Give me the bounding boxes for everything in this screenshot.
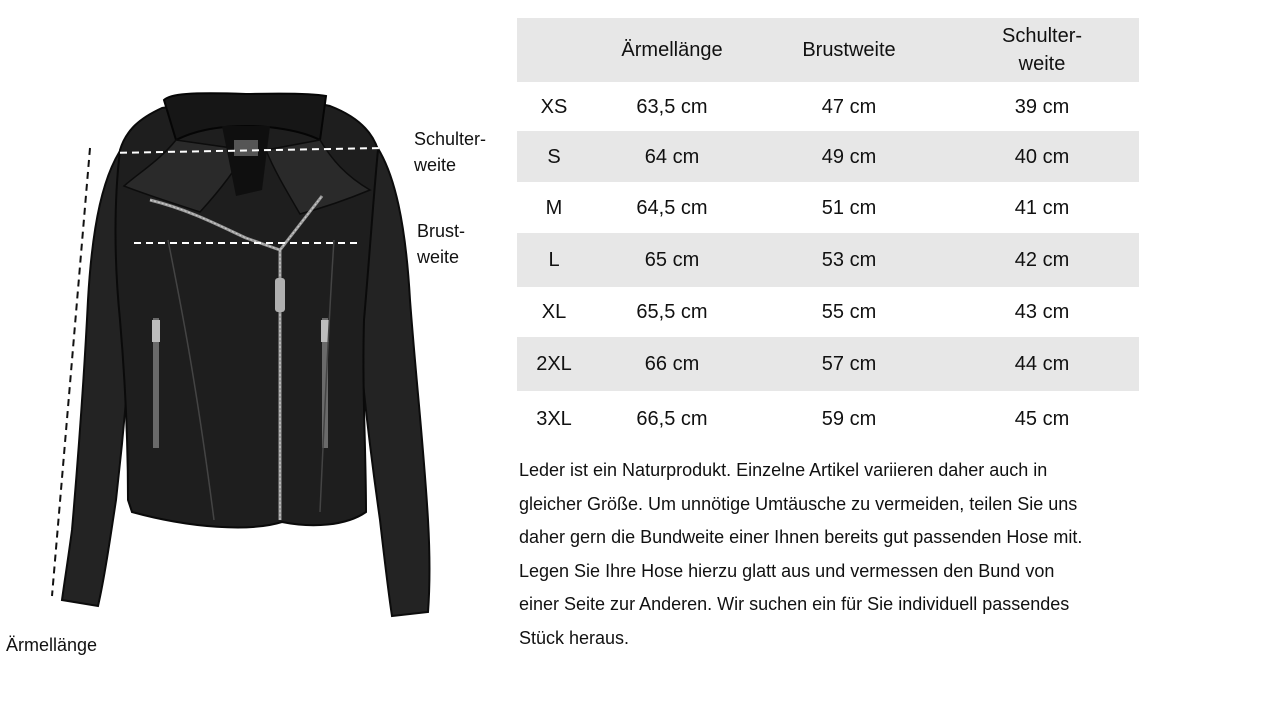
note-line: Leder ist ein Naturprodukt. Einzelne Artikel variieren daher auch in [519,460,1048,480]
header-shoulder-width [945,18,1139,82]
chest-label-line1: Brust- [417,221,466,241]
table-row [517,182,1139,233]
cell-shoulder-width: 45 cm [1014,408,1070,430]
cell-sleeve-length: 64,5 cm [636,196,708,219]
note-line: Legen Sie Ihre Hose hierzu glatt aus und vermessen den Bund von [519,560,1055,581]
chest-label-line2: weite [417,247,460,267]
cell-sleeve-length: 63,5 cm [636,95,708,118]
note-line: daher gern die Bundweite einer Ihnen bereits gut passenden Hose mit. [519,527,1083,547]
cell-size: L [517,233,591,287]
size-chart-table [517,18,1139,447]
sleeve-length-label: Ärmellänge [6,635,98,655]
cell-sleeve-length: 66,5 cm [636,408,708,430]
cell-size: XS [540,95,568,118]
cell-sleeve-length: 66 cm [591,337,753,391]
cell-shoulder-width: 43 cm [1014,301,1070,323]
header-chest-width: Brustweite [753,18,945,82]
cell-chest-width: 49 cm [753,131,945,182]
cell-chest-width: 51 cm [821,196,877,219]
shoulder-width-label [414,126,486,178]
cell-sleeve-length: 64 cm [591,131,753,182]
chest-width-label [417,218,465,270]
cell-chest-width: 59 cm [821,408,877,430]
cell-chest-width: 57 cm [753,337,945,391]
cell-size: XL [541,301,567,323]
cell-chest-width: 47 cm [821,95,877,118]
cell-size: S [517,131,591,182]
header-sleeve-length: Ärmellänge [591,18,753,82]
cell-sleeve-length: 65 cm [591,233,753,287]
table-row [517,337,1139,391]
cell-sleeve-length: 65,5 cm [636,301,708,323]
table-row [517,82,1139,131]
jacket-illustration [0,0,510,720]
header-shoulder-line1: Schulter- [1001,25,1083,47]
cell-shoulder-width: 44 cm [945,337,1139,391]
table-row [517,287,1139,337]
note-line: Stück heraus. [519,627,630,648]
shoulder-label-line2: weite [414,155,457,175]
table-row [517,233,1139,287]
note-line: gleicher Größe. Um unnötige Umtäusche zu vermeiden, teilen Sie uns [519,493,1078,514]
table-row [517,131,1139,182]
cell-size: M [545,196,563,219]
cell-shoulder-width: 39 cm [1014,95,1070,118]
cell-shoulder-width: 42 cm [945,233,1139,287]
jacket-image [0,0,510,720]
shoulder-label-line1: Schulter- [414,129,487,149]
note-line: einer Seite zur Anderen. Wir suchen ein für Sie individuell passendes [519,594,1070,614]
cell-shoulder-width: 40 cm [945,131,1139,182]
table-row [517,391,1139,447]
leather-care-note [519,454,1159,655]
cell-size: 2XL [517,337,591,391]
cell-chest-width: 55 cm [821,301,877,323]
header-size [517,18,591,82]
table-header-row [517,18,1139,82]
cell-chest-width: 53 cm [753,233,945,287]
cell-shoulder-width: 41 cm [1014,196,1070,219]
header-shoulder-line2: weite [1018,53,1066,75]
cell-size: 3XL [536,408,572,430]
zipper-pull [275,278,285,312]
jacket-label [234,140,258,156]
